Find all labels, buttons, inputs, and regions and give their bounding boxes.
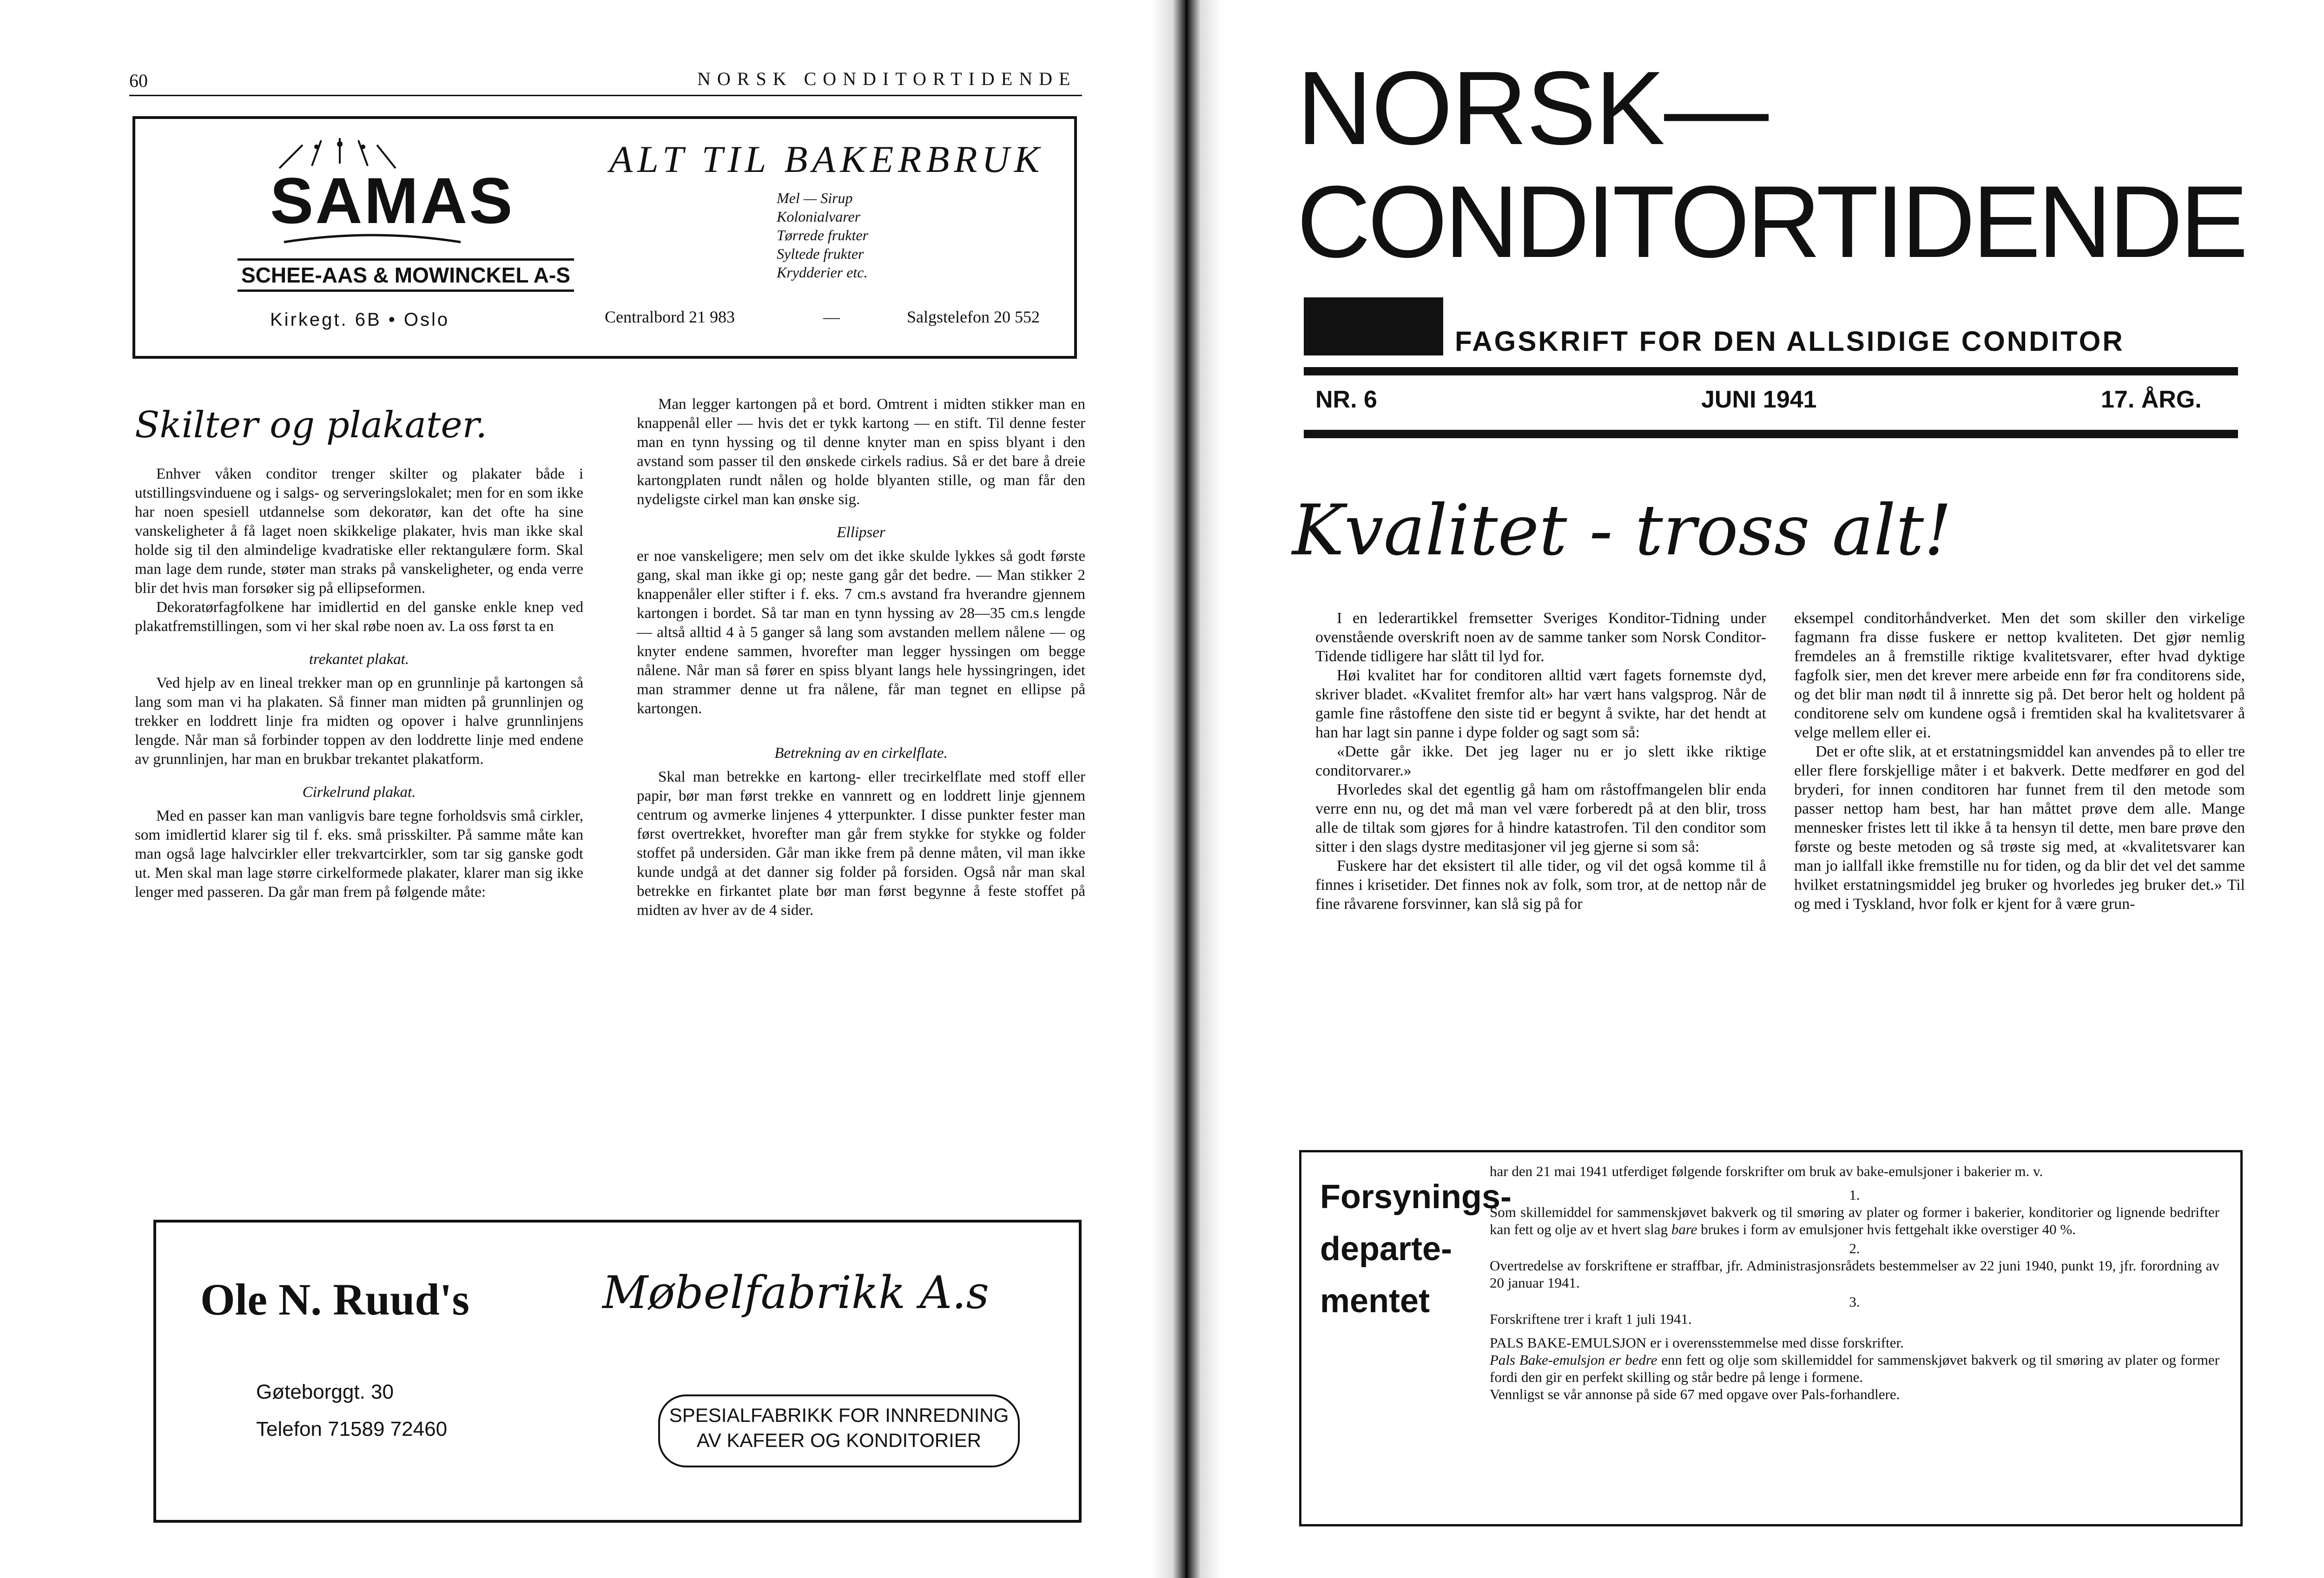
paragraph: Enhver våken conditor trenger skilter og plakater både i utstillingsvinduene og i salgs- og serveringslokalet; men for en som ikke har noen spesiell utdannelse som dekoratør, kan det ofte ha sine vanskeligheter å få laget noen skikkelige plakater, hvis man ikke skal holde sig til den almindelige kvadratiske eller rektangulære form. Skal man lage dem runde, støter man straks på vanskeligheter, og enda verre blir det hvis man forsøker sig på ellipseformen. <box>135 466 583 597</box>
page-number: 60 <box>129 70 148 91</box>
masthead-line-2: CONDITORTIDENDE <box>1297 164 2245 279</box>
notice-number: 3. <box>1849 1294 1860 1310</box>
masthead-rule-top <box>1304 367 2238 375</box>
paragraph: Hvorledes skal det egentlig gå ham om råstoffmangelen blir enda verre enn nu, og det må man vel være forberedt på at den blir, tross alle de tiltak som gjøres for å hindre katastrofen. Til den conditor som sitter i den slags dystre meditasjoner vil jeg gjerne si som så: <box>1315 781 1766 855</box>
notice-rule-3: Forskriftene trer i kraft 1 juli 1941. <box>1490 1311 1692 1327</box>
notice-pals-1: PALS BAKE-EMULSJON er i overensstemmelse med disse forskrifter. <box>1490 1335 1904 1351</box>
notice-heading-line: departe- <box>1320 1230 1452 1268</box>
paragraph: I en lederartikkel fremsetter Sveriges Konditor-Tidning under ovenstående overskrift noen av de samme tanker som Norsk Conditor-Tidende tidligere har slått til lyd for. <box>1315 610 1766 665</box>
samas-ad <box>132 116 1077 359</box>
article-column-1 <box>135 465 583 902</box>
notice-heading <box>1320 1171 1512 1327</box>
notice-text: enn fett og olje som skillemiddel for sammenskjøvet bakverk og til smøring av plater og former fordi den gir en perfekt skilling og står bedre på lenge i formene. <box>1490 1352 2220 1385</box>
subheading: Ellipser <box>837 524 885 541</box>
notice-number: 2. <box>1849 1240 1860 1256</box>
samas-products <box>777 189 868 282</box>
samas-dash: — <box>823 308 840 326</box>
notice-rule-2: Overtredelse av forskriftene er straffbar, jfr. Administrasjonsrådets bestemmelser av 22 juni 1940, punkt 19, jfr. forordning av 20 januar 1941. <box>1490 1257 2219 1291</box>
notice-intro: har den 21 mai 1941 utferdiget følgende forskrifter om bruk av bake-emulsjoner i bakerier m. v. <box>1490 1163 2043 1179</box>
issue-number: NR. 6 <box>1315 386 1377 413</box>
masthead-rule-bottom <box>1304 430 2238 438</box>
swoosh-icon <box>275 230 470 249</box>
running-head: NORSK CONDITORTIDENDE <box>697 68 1077 89</box>
samas-salgstelefon: Salgstelefon 20 552 <box>907 308 1040 326</box>
notice-body <box>1490 1163 2219 1403</box>
samas-headline: ALT TIL BAKERBRUK <box>609 138 1044 180</box>
notice-heading-line: mentet <box>1320 1282 1430 1320</box>
subheading: Betrekning av en cirkelflate. <box>774 745 948 762</box>
notice-text: brukes i form av emulsjoner hvis fettgehalt ikke overstiger 40 %. <box>1697 1221 2076 1237</box>
paragraph: Ved hjelp av en lineal trekker man op en grunnlinje på kartongen så lang som man vi ha plakaten. Så finner man midten på grunnlinjen og trekker en loddrett linje fra midten og opover i halve grunnlinjens lengde. Når man så forbinder toppen av den loddrette linje med endene av grunnlinjen, har man en brukbar trekantet plakatform. <box>135 675 583 768</box>
ruud-ad <box>153 1220 1082 1523</box>
ruud-phone: Telefon 71589 72460 <box>256 1418 448 1440</box>
paragraph: er noe vanskeligere; men selv om det ikke skulde lykkes så godt første gang, skal man ikke gi op; neste gang går det bedre. — Man stikker 2 knappenåler eller stifter i f. eks. 7 cm.s avstand fra hverandre gjennem kartongen i bordet. Så tar man en tynn hyssing av 28—35 cm.s lengde — altså alltid 4 à 5 ganger så lang som avstanden mellem nålene — og knyter endene sammen, hvorefter man legger hyssingen om begge nålene. Når man så fører en spiss blyant langs hele hyssingringen, idet man strammer denne ut fra nålene, får man tegnet en ellipse på kartongen. <box>637 548 1085 717</box>
samas-product: Mel — Sirup <box>777 190 853 206</box>
notice-heading-line: Forsynings- <box>1320 1178 1512 1216</box>
paragraph: Med en passer kan man vanligvis bare tegne forholdsvis små cirkler, som imidlertid klarer sig til f. eks. små prisskilter. På samme måte kan man også lage halvcirkler eller trekvartcirkler, som tar sig ganske godt ut. Men skal man lage større cirkelformede plakater, klarer man sig ikke lenger med passeren. Da går man frem på følgende måte: <box>135 808 583 901</box>
samas-logo: SAMAS <box>270 164 515 237</box>
notice-emphasis: bare <box>1671 1221 1697 1237</box>
samas-product: Kolonialvarer <box>777 208 861 225</box>
ruud-address: Gøteborggt. 30 <box>256 1381 394 1403</box>
notice-text: Som skillemiddel for sammenskjøvet bakverk og til smøring av plater og former i bakerier, konditorier og lignende bedrifter kan fett og olje av et hvert slag <box>1490 1204 2219 1237</box>
notice-pals-3: Vennligst se vår annonse på side 67 med opgave over Pals-forhandlere. <box>1490 1386 1900 1402</box>
notice-emphasis: Pals Bake-emulsjon er bedre <box>1490 1352 1657 1368</box>
samas-product: Tørrede frukter <box>777 227 869 243</box>
ruud-script: Møbelfabrikk A.s <box>602 1267 989 1319</box>
notice-rule-1 <box>1490 1203 2219 1238</box>
ruud-tag <box>658 1394 1020 1467</box>
running-head-rule <box>129 95 1082 96</box>
article-title: Kvalitet - tross alt! <box>1292 490 1952 571</box>
article-column-2 <box>637 395 1085 920</box>
article-title: Skilter og plakater. <box>135 404 488 446</box>
article-column-1 <box>1315 609 1766 914</box>
article-column-2 <box>1794 609 2245 914</box>
paragraph: Høi kvalitet har for conditoren alltid vært fagets fornemste dyd, skriver bladet. «Kvalitet fremfor alt» har vært hans valgsprog. Når de gamle fine råstoffene den siste tid er begynt å svikte, har det hendt at han har lagt sin panne i dype folder og sagt som så: <box>1315 667 1766 741</box>
notice-box <box>1299 1150 2243 1526</box>
page-fold <box>1152 0 1221 1578</box>
paragraph: Fuskere har det eksistert til alle tider, og vil det også komme til å finnes i krisetider. Det finnes nok av folk, som tror, at de nettop når de fine råvarene forsvinner, kan slå sig på for <box>1315 857 1766 913</box>
paragraph: Dekoratørfagfolkene har imidlertid en del ganske enkle knep ved plakatfremstillingen, som vi her skal røbe noen av. La oss først ta en <box>135 599 583 635</box>
paragraph: «Dette går ikke. Det jeg lager nu er jo slett ikke riktige conditorvarer.» <box>1315 743 1766 779</box>
paragraph: eksempel conditorhåndverket. Men det som skiller den virkelige fagmann fra disse fuskere er nettop kvaliteten. Det gjør nemlig fremdeles an å fremstille riktige kvalitetsvarer, efter hvad dyktige fagfolk sier, men det krever mere arbeide enn før fra conditorens side, og det blir man nødt til å innrette sig på. Det beror helt og holdent på conditorene selv om kundene også i fremtiden skal ha kvalitetsvarer å velge mellem eller ei. <box>1794 610 2245 741</box>
samas-product: Krydderier etc. <box>777 264 868 281</box>
samas-logo-underline <box>275 230 470 249</box>
masthead-black-block <box>1304 297 1443 355</box>
issue-volume: 17. ÅRG. <box>2101 386 2202 413</box>
ruud-name: Ole N. Ruud's <box>200 1275 469 1324</box>
subheading: Cirkelrund plakat. <box>302 784 416 801</box>
paragraph: Skal man betrekke en kartong- eller trecirkelflate med stoff eller papir, bør man først trekke en vannrett og en loddrett linje gjennem centrum og avmerke linjenes 4 ytterpunkter. I disse punkter fester man først overtrekket, hvorefter man går frem stykke for stykke og folder stoffet på undersiden. Går man ikke frem på denne måten, vil man ikke kunde undgå at det danner sig folder på forsiden. Også når man skal betrekke en firkantet plate bør man først begynne å feste stoffet på midten av hver av de 4 sider. <box>637 769 1085 919</box>
ruud-tag-line: SPESIALFABRIKK FOR INNREDNING <box>669 1404 1009 1426</box>
samas-firm: SCHEE-AAS & MOWINCKEL A-S <box>238 258 574 292</box>
notice-number: 1. <box>1849 1187 1860 1203</box>
paragraph: Man legger kartongen på et bord. Omtrent i midten stikker man en knappenål eller — hvis det er tykk kartong — en stift. Til denne fester man en tynn hyssing og til denne knyter man en spiss blyant i den avstand som passer til den ønskede cirkels radius. Så er det bare å dreie kartongplaten rundt nålen og holde blyanten stille, og man får den nydeligste cirkel man kan ønske sig. <box>637 396 1085 508</box>
masthead-subtitle: FAGSKRIFT FOR DEN ALLSIDIGE CONDITOR <box>1455 326 2125 357</box>
masthead-line-1: NORSK— <box>1297 49 1768 166</box>
samas-centralbord: Centralbord 21 983 <box>605 308 735 326</box>
paragraph: Det er ofte slik, at et erstatningsmiddel kan anvendes på to eller tre eller flere forskjellige måter i et bakverk. Dette medfører en god del bryderi, for innen conditoren har funnet frem til den metode som passer nettop ham best, har han måttet prøve dem alle. Mange mennesker fristes lett til ikke å ta hensyn til dette, men bare prøve den første og beste metoden og så trøste sig med, at «kvalitetsvarer kan man jo iallfall ikke fremstille nu for tiden, og da blir det vel det samme hvilket erstatningsmiddel jeg bruker og hvorledes jeg bruker det.» Til og med i Tyskland, hvor folk er kjent for å være grun- <box>1794 743 2245 913</box>
issue-date: JUNI 1941 <box>1701 386 1817 413</box>
samas-product: Syltede frukter <box>777 245 864 262</box>
samas-address: Kirkegt. 6B • Oslo <box>270 309 450 330</box>
subheading: trekantet plakat. <box>309 651 409 668</box>
ruud-tag-line: AV KAFEER OG KONDITORIER <box>696 1429 982 1451</box>
notice-pals-2 <box>1490 1351 2219 1386</box>
